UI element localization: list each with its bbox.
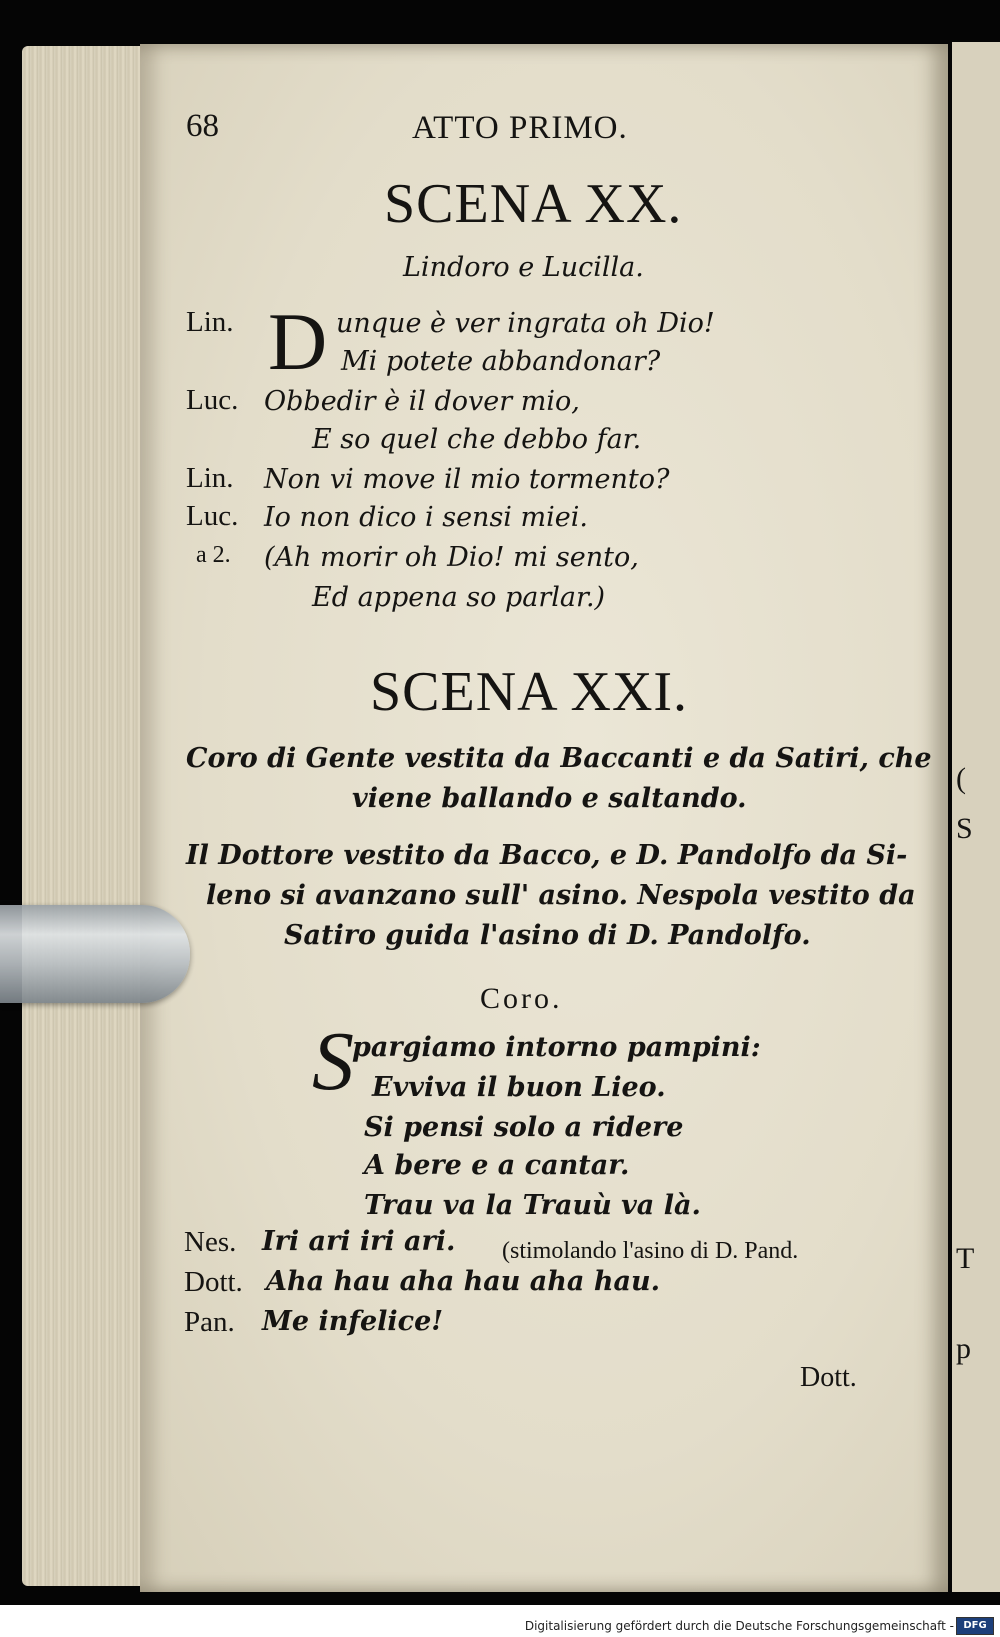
scene-title: SCENA XX. [384,173,683,235]
book-page-edges [22,46,147,1586]
footer-bar [0,1605,1000,1637]
scene-title: SCENA XXI. [370,661,689,723]
page-clip [0,905,190,1003]
stage-direction-line: Il Dottore vestito da Bacco, e D. Pandolfo da Si- [186,840,908,871]
speaker-label: Nes. [184,1226,237,1258]
funding-credit: Digitalisierung gefördert durch die Deutsche Forschungsgemeinschaft - [524,1619,954,1633]
chorus-line: Trau va la Trauù va là. [364,1190,701,1221]
chorus-line: A bere e a cantar. [364,1150,630,1181]
dfg-logo: DFG [956,1617,994,1635]
stage-direction-line: viene ballando e saltando. [352,783,747,814]
verse-line: unque è ver ingrata oh Dio! [336,308,715,339]
verse-line: E so quel che debbo far. [312,424,642,455]
dialogue-line: Aha hau aha hau aha hau. [266,1266,660,1297]
speaker-label: Dott. [184,1266,243,1298]
chorus-line: Evviva il buon Lieo. [372,1072,666,1103]
verse-line: Mi potete abbandonar? [341,346,661,377]
catchword: Dott. [800,1362,857,1393]
drop-cap: D [268,296,328,387]
facing-glyph: S [956,812,973,845]
chorus-line: pargiamo intorno pampini: [352,1032,761,1063]
chorus-label: Coro. [480,982,563,1015]
speaker-label: Luc. [186,384,239,416]
verse-line: Io non dico i sensi miei. [264,502,588,533]
speaker-label: a 2. [196,542,231,568]
scene-characters: Lindoro e Lucilla. [403,252,644,283]
verse-line: Obbedir è il dover mio, [264,386,580,417]
stage-aside: (stimolando l'asino di D. Pand. [502,1238,799,1264]
verse-line: Ed appena so parlar.) [312,582,606,613]
verse-line: (Ah morir oh Dio! mi sento, [264,542,639,573]
page-number: 68 [186,108,219,144]
stage-direction-line: Coro di Gente vestita da Baccanti e da Satiri, che [186,743,932,774]
dialogue-line: Iri ari iri ari. [262,1226,456,1257]
facing-glyph: T [956,1242,975,1275]
speaker-label: Lin. [186,462,234,494]
dialogue-line: Me infelice! [262,1306,444,1337]
stage-direction-line: Satiro guida l'asino di D. Pandolfo. [284,920,811,951]
facing-page [952,42,1000,1592]
drop-cap: S [312,1015,354,1108]
facing-glyph: p [956,1332,971,1365]
facing-glyph: ( [956,762,966,795]
running-title: ATTO PRIMO. [412,110,628,146]
speaker-label: Luc. [186,500,239,532]
speaker-label: Pan. [184,1306,235,1338]
verse-line: Non vi move il mio tormento? [264,464,670,495]
stage-direction-line: leno si avanzano sull' asino. Nespola vestito da [206,880,916,911]
speaker-label: Lin. [186,306,234,338]
chorus-line: Si pensi solo a ridere [364,1112,684,1143]
